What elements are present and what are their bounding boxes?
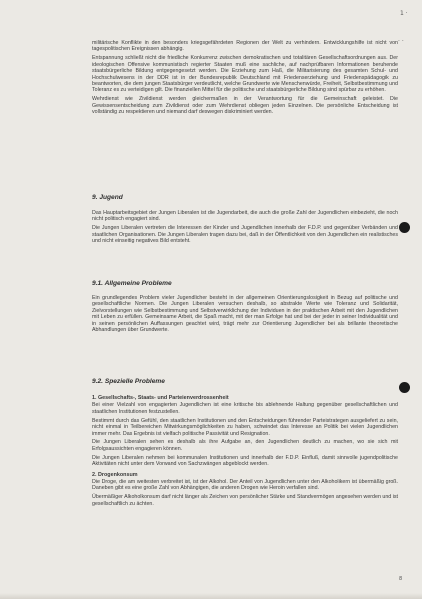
- paragraph: Ein grundlegendes Problem vieler Jugendlicher besteht in der allgemeinen Orientierungslosigkeit in Bezug auf politische und gesellschaftliche Normen. Die Jungen Liberalen versuchen deshalb, so abstrakte Werte wie Toleranz und Solidarität, Zielvorstellungen wie Selbstbestimmung und Selbstverwirklichung der Individuen in der praktischen Arbeit mit den Jugendlichen mit Leben zu erfüllen. Gemeinsame Arbeit, die Spaß macht, mit der man Erfolge hat und bei der jeder in seiner Individualität und in seinen persönlichen Auffassungen geachtet wird, trägt mehr zur Orientierung Jugendlicher bei als brillante theoretische Abhandlungen über Grundwerte.: [92, 295, 398, 334]
- section-heading-9: 9. Jugend: [92, 194, 123, 201]
- section-heading-9-1: 9.1. Allgemeine Probleme: [92, 280, 172, 287]
- paragraph: Die Droge, die am weitesten verbreitet ist, ist der Alkohol. Der Anteil von Jugendlichen unter den Alkoholikern ist übermäßig groß. Daneben gibt es eine große Zahl von Abhängigen, die anderen Drogen wie Heroin verfallen sind.: [92, 478, 398, 492]
- paragraph: Das Hauptarbeitsgebiet der Jungen Liberalen ist die Jugendarbeit, die auch die große Zahl der Jugendlichen einbezieht, die noch nicht politisch engagiert sind.: [92, 210, 398, 223]
- paragraph: Die Jungen Liberalen nehmen bei kommunalen Institutionen und innerhalb der F.D.P. Einfluß, damit sinnvolle jugendpolitische Aktivitäten nicht unter dem Vorwand von Sachzwängen abgeblockt werden.: [92, 454, 398, 468]
- subsection-title-2: 2. Drogenkonsum: [92, 471, 138, 478]
- punch-hole-upper: [399, 222, 410, 233]
- paragraph: Die Jungen Liberalen sehen es deshalb als ihre Aufgabe an, den Jugendlichen deutlich zu machen, wo sie sich mit Erfolgsaussichten engagieren können.: [92, 439, 398, 452]
- paragraph: Bestimmt durch das Gefühl, den staatlichen Institutionen und den Entscheidungen führender Parteistrategen ausgeliefert zu sein, nicht einmal in Teilbereichen Mitwirkungsmöglichkeiten zu haben, schwindet das Interesse an Politik bei vielen Jugendlichen immer mehr. Das Ergebnis ist vielfach politische Passivität und Resignation.: [92, 417, 398, 437]
- paragraph: Die Jungen Liberalen vertreten die Interessen der Kinder und Jugendlichen innerhalb der F.D.P. und gegenüber Verbänden und staatlichen Organisationen. Die Jungen Liberalen tragen dazu bei, daß in der Öffentlichkeit von den Jugendlichen ein realistisches und nicht einseitig negatives Bild entsteht.: [92, 225, 398, 245]
- section-9-2-body: [92, 395, 398, 510]
- section-9-body: [92, 210, 398, 247]
- subsection-title-1: 1. Gesellschafts-, Staats- und Parteienverdrossenheit: [92, 395, 229, 401]
- page-bottom-edge: [0, 593, 422, 599]
- margin-mark-top: 1 ·: [400, 10, 408, 17]
- paragraph: Entspannung schließt nicht die friedliche Konkurrenz zwischen demokratischen und totalitären Gesellschaftsordnungen aus. Der ideologischen Offensive kommunistisch regierter Staaten muß eine sachliche, auf nachprüfbaren Informationen beruhende staatsbürgerliche Bildung entgegengesetzt werden. Die Erziehung zum Haß, die Militarisierung des gesamten Schul- und Hochschulwesens in der DDR ist in der Bundesrepublik Deutschland mit Friedenserziehung und Friedenspädagogik zu beantworten, die dem jungen Staatsbürger verdeutlicht, welche Grundwerte wie Menschenwürde, Freiheit, Selbstbestimmung und Toleranz es zu verteidigen gilt. Die finanziellen Mittel für die politische und staatsbürgerliche Bildung sind spürbar zu erhöhen.: [92, 55, 398, 94]
- paragraph: Wehrdienst wie Zivildienst werden gleichermaßen in der Verantwortung für die Gemeinschaft geleistet. Die Gewissensentscheidung zum Zivildienst oder zum Wehrdienst obliegen jeden Einzelnen. Die persönliche Entscheidung ist vollständig zu respektieren und niemand darf deswegen diskriminiert werden.: [92, 96, 398, 116]
- paragraph: militärische Konflikte in den besonders kriegsgefährdeten Regionen der Welt zu verhindern. Entwicklungshilfe ist nicht von tagespolitischen Ereignissen abhängig.: [92, 40, 398, 53]
- section-heading-9-2: 9.2. Spezielle Probleme: [92, 378, 165, 385]
- paragraph: Übermäßiger Alkoholkonsum darf nicht länger als Zeichen von persönlicher Stärke und Standvermögen angesehen werden und ist gesellschaftlich zu ächten.: [92, 494, 398, 507]
- margin-mark-bottom: 8: [399, 576, 403, 582]
- margin-mark-top-2: · ·: [398, 38, 404, 45]
- paragraph: Bei einer Vielzahl von engagierten Jugendlichen ist eine kritische bis ablehnende Haltung gegenüber gesellschaftlichen und staatlichen Institutionen festzustellen.: [92, 402, 398, 415]
- section-9-1-body: [92, 295, 398, 336]
- punch-hole-lower: [399, 382, 410, 393]
- intro-text: [92, 40, 398, 118]
